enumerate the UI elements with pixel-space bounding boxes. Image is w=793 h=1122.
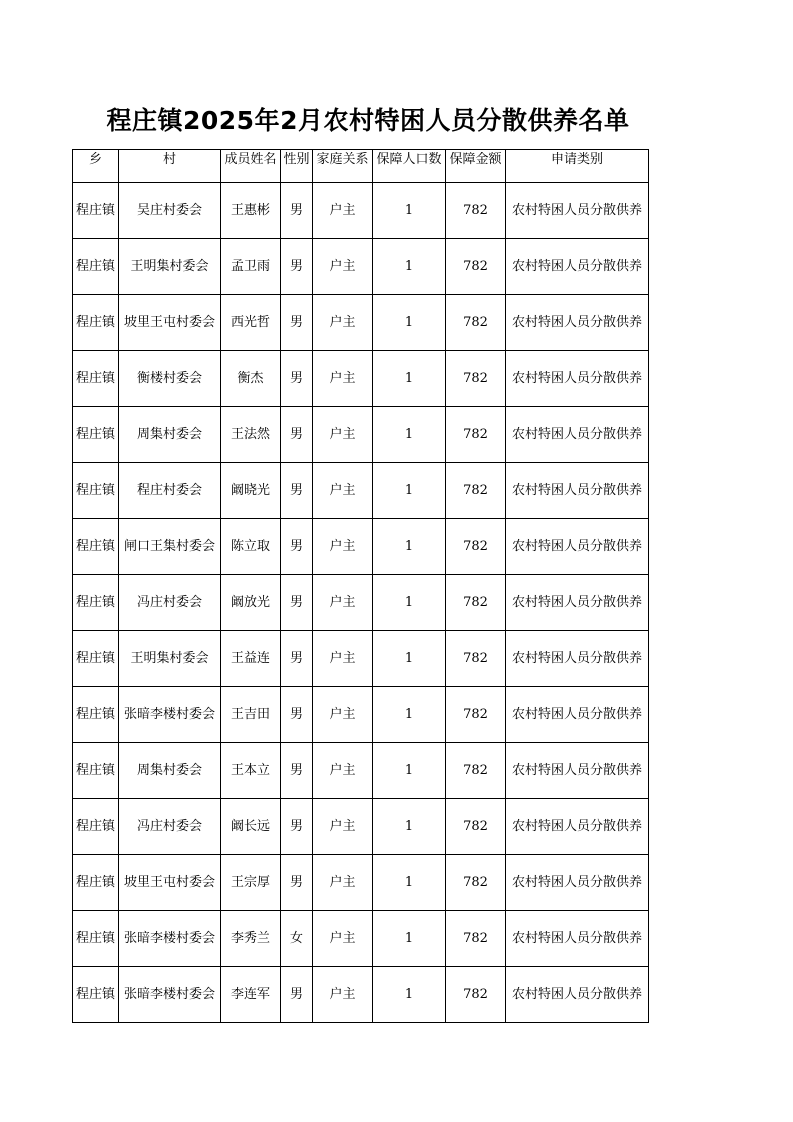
persons-cell: 1 (373, 183, 446, 239)
table-row (73, 519, 649, 575)
persons-cell: 1 (373, 799, 446, 855)
amount-cell: 782 (446, 295, 506, 351)
village-cell: 吴庄村委会 (119, 183, 221, 239)
category-cell: 农村特困人员分散供养 (506, 631, 649, 687)
category-cell: 农村特困人员分散供养 (506, 239, 649, 295)
member-name-cell: 李连军 (221, 967, 281, 1023)
persons-cell: 1 (373, 967, 446, 1023)
village-cell: 冯庄村委会 (119, 799, 221, 855)
member-name-cell: 西光哲 (221, 295, 281, 351)
table-row (73, 911, 649, 967)
relation-cell: 户主 (313, 519, 373, 575)
table-row (73, 967, 649, 1023)
relation-cell: 户主 (313, 239, 373, 295)
member-name-cell: 王吉田 (221, 687, 281, 743)
table-row (73, 631, 649, 687)
village-cell: 王明集村委会 (119, 239, 221, 295)
gender-cell: 男 (281, 183, 313, 239)
village-cell: 闸口王集村委会 (119, 519, 221, 575)
relation-cell: 户主 (313, 295, 373, 351)
amount-cell: 782 (446, 799, 506, 855)
table-row (73, 463, 649, 519)
member-name-cell: 王惠彬 (221, 183, 281, 239)
relation-cell: 户主 (313, 631, 373, 687)
category-cell: 农村特困人员分散供养 (506, 743, 649, 799)
amount-cell: 782 (446, 631, 506, 687)
gender-cell: 男 (281, 519, 313, 575)
amount-cell: 782 (446, 519, 506, 575)
relation-cell: 户主 (313, 407, 373, 463)
member-name-cell: 王益连 (221, 631, 281, 687)
member-name-cell: 王宗厚 (221, 855, 281, 911)
persons-cell: 1 (373, 239, 446, 295)
town-cell: 程庄镇 (73, 967, 119, 1023)
category-cell: 农村特困人员分散供养 (506, 687, 649, 743)
member-name-cell: 阚长远 (221, 799, 281, 855)
village-cell: 衡楼村委会 (119, 351, 221, 407)
gender-cell: 男 (281, 687, 313, 743)
persons-cell: 1 (373, 687, 446, 743)
table-row (73, 351, 649, 407)
gender-cell: 女 (281, 911, 313, 967)
column-header-persons: 保障人口数 (373, 150, 446, 183)
relation-cell: 户主 (313, 799, 373, 855)
member-name-cell: 孟卫雨 (221, 239, 281, 295)
table-row (73, 407, 649, 463)
town-cell: 程庄镇 (73, 743, 119, 799)
town-cell: 程庄镇 (73, 183, 119, 239)
member-name-cell: 阚放光 (221, 575, 281, 631)
relation-cell: 户主 (313, 575, 373, 631)
relation-cell: 户主 (313, 855, 373, 911)
village-cell: 王明集村委会 (119, 631, 221, 687)
village-cell: 冯庄村委会 (119, 575, 221, 631)
gender-cell: 男 (281, 855, 313, 911)
persons-cell: 1 (373, 631, 446, 687)
town-cell: 程庄镇 (73, 463, 119, 519)
member-name-cell: 衡杰 (221, 351, 281, 407)
category-cell: 农村特困人员分散供养 (506, 575, 649, 631)
roster-body (73, 183, 649, 1023)
persons-cell: 1 (373, 519, 446, 575)
gender-cell: 男 (281, 631, 313, 687)
amount-cell: 782 (446, 967, 506, 1023)
table-row (73, 743, 649, 799)
category-cell: 农村特困人员分散供养 (506, 295, 649, 351)
gender-cell: 男 (281, 295, 313, 351)
relation-cell: 户主 (313, 463, 373, 519)
category-cell: 农村特困人员分散供养 (506, 407, 649, 463)
relation-cell: 户主 (313, 687, 373, 743)
town-cell: 程庄镇 (73, 407, 119, 463)
column-header-gender: 性别 (281, 150, 313, 183)
category-cell: 农村特困人员分散供养 (506, 799, 649, 855)
table-row (73, 575, 649, 631)
gender-cell: 男 (281, 351, 313, 407)
town-cell: 程庄镇 (73, 799, 119, 855)
amount-cell: 782 (446, 407, 506, 463)
town-cell: 程庄镇 (73, 239, 119, 295)
column-header-member-name: 成员姓名 (221, 150, 281, 183)
member-name-cell: 李秀兰 (221, 911, 281, 967)
persons-cell: 1 (373, 463, 446, 519)
village-cell: 坡里王屯村委会 (119, 855, 221, 911)
category-cell: 农村特困人员分散供养 (506, 351, 649, 407)
category-cell: 农村特困人员分散供养 (506, 463, 649, 519)
village-cell: 张暗李楼村委会 (119, 967, 221, 1023)
amount-cell: 782 (446, 463, 506, 519)
town-cell: 程庄镇 (73, 351, 119, 407)
town-cell: 程庄镇 (73, 295, 119, 351)
persons-cell: 1 (373, 295, 446, 351)
header-row (73, 150, 649, 183)
category-cell: 农村特困人员分散供养 (506, 183, 649, 239)
gender-cell: 男 (281, 575, 313, 631)
amount-cell: 782 (446, 575, 506, 631)
amount-cell: 782 (446, 239, 506, 295)
table-row (73, 239, 649, 295)
column-header-category: 申请类别 (506, 150, 649, 183)
table-row (73, 799, 649, 855)
relation-cell: 户主 (313, 967, 373, 1023)
amount-cell: 782 (446, 351, 506, 407)
category-cell: 农村特困人员分散供养 (506, 967, 649, 1023)
table-row (73, 855, 649, 911)
persons-cell: 1 (373, 855, 446, 911)
village-cell: 张暗李楼村委会 (119, 687, 221, 743)
amount-cell: 782 (446, 743, 506, 799)
amount-cell: 782 (446, 855, 506, 911)
village-cell: 周集村委会 (119, 743, 221, 799)
relation-cell: 户主 (313, 183, 373, 239)
table-row (73, 687, 649, 743)
persons-cell: 1 (373, 575, 446, 631)
gender-cell: 男 (281, 463, 313, 519)
town-cell: 程庄镇 (73, 519, 119, 575)
gender-cell: 男 (281, 799, 313, 855)
persons-cell: 1 (373, 911, 446, 967)
village-cell: 程庄村委会 (119, 463, 221, 519)
category-cell: 农村特困人员分散供养 (506, 855, 649, 911)
member-name-cell: 王本立 (221, 743, 281, 799)
table-row (73, 295, 649, 351)
town-cell: 程庄镇 (73, 631, 119, 687)
persons-cell: 1 (373, 743, 446, 799)
member-name-cell: 陈立取 (221, 519, 281, 575)
relation-cell: 户主 (313, 351, 373, 407)
gender-cell: 男 (281, 967, 313, 1023)
column-header-relation: 家庭关系 (313, 150, 373, 183)
town-cell: 程庄镇 (73, 687, 119, 743)
persons-cell: 1 (373, 351, 446, 407)
town-cell: 程庄镇 (73, 575, 119, 631)
relation-cell: 户主 (313, 911, 373, 967)
roster-table (72, 149, 649, 1023)
amount-cell: 782 (446, 183, 506, 239)
gender-cell: 男 (281, 407, 313, 463)
amount-cell: 782 (446, 911, 506, 967)
gender-cell: 男 (281, 239, 313, 295)
town-cell: 程庄镇 (73, 911, 119, 967)
persons-cell: 1 (373, 407, 446, 463)
document-title: 程庄镇2025年2月农村特困人员分散供养名单 (106, 106, 630, 135)
gender-cell: 男 (281, 743, 313, 799)
member-name-cell: 阚晓光 (221, 463, 281, 519)
column-header-village: 村 (119, 150, 221, 183)
relation-cell: 户主 (313, 743, 373, 799)
category-cell: 农村特困人员分散供养 (506, 519, 649, 575)
column-header-town: 乡 (73, 150, 119, 183)
amount-cell: 782 (446, 687, 506, 743)
town-cell: 程庄镇 (73, 855, 119, 911)
village-cell: 坡里王屯村委会 (119, 295, 221, 351)
village-cell: 张暗李楼村委会 (119, 911, 221, 967)
column-header-amount: 保障金额 (446, 150, 506, 183)
member-name-cell: 王法然 (221, 407, 281, 463)
village-cell: 周集村委会 (119, 407, 221, 463)
category-cell: 农村特困人员分散供养 (506, 911, 649, 967)
table-row (73, 183, 649, 239)
